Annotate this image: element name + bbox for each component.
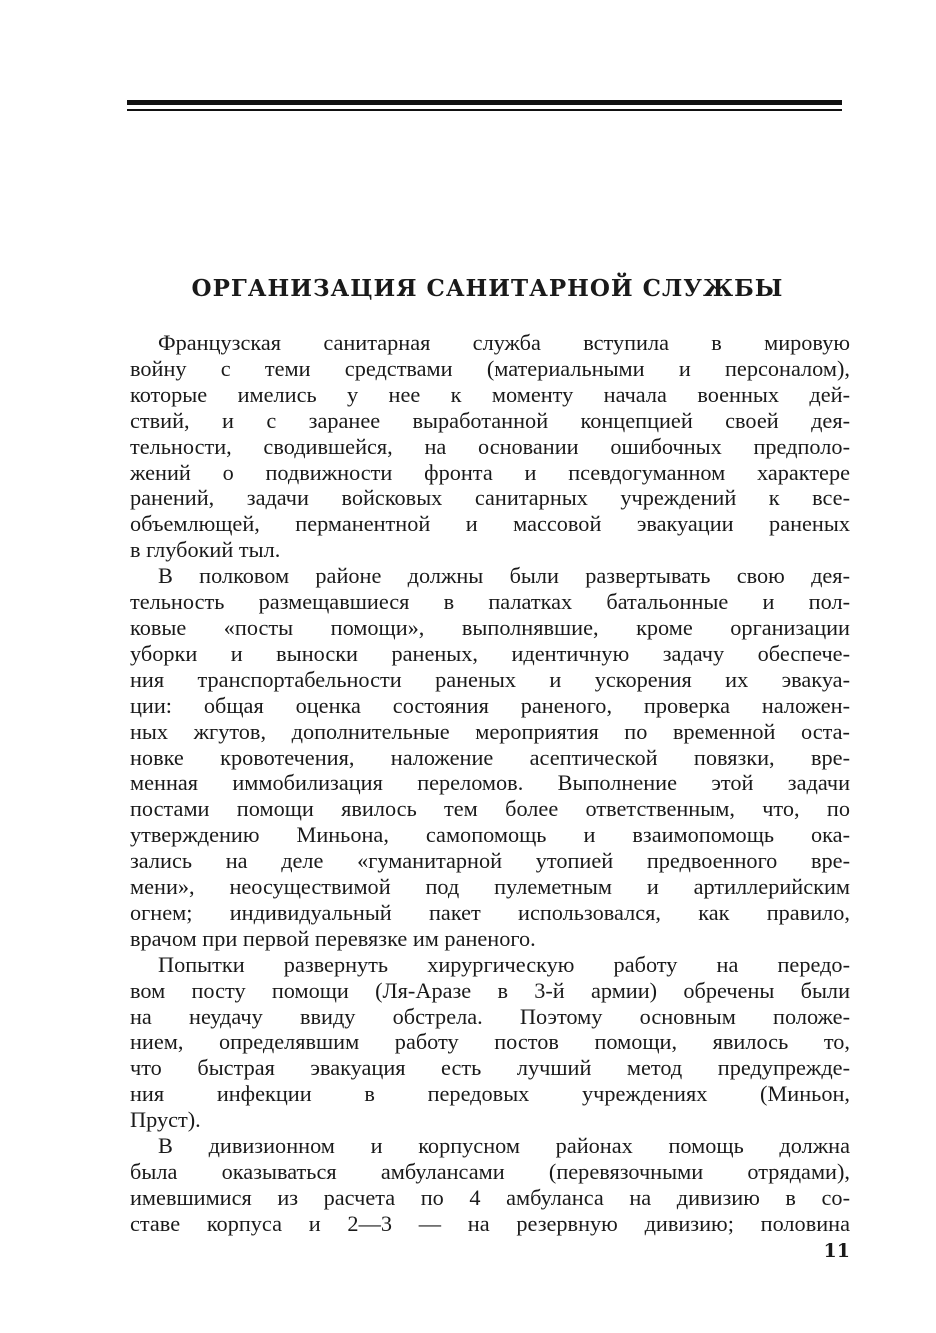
text-line: объемлющей, перманентной и массовой эвакуации раненых: [130, 511, 850, 537]
text-line: ковые «посты помощи», выполнявшие, кроме организации: [130, 614, 850, 640]
paragraph: [130, 952, 850, 1133]
text-line: ствий, и с заранее выработанной концепцией своей дея-: [130, 407, 850, 433]
text-line: В дивизионном и корпусном районах помощь должна: [158, 1133, 850, 1159]
text-line: ции: общая оценка состояния раненого, проверка наложен-: [130, 692, 850, 718]
text-line: что быстрая эвакуация есть лучший метод предупрежде-: [130, 1055, 850, 1081]
text-line: утверждению Миньона, самопомощь и взаимопомощь ока-: [130, 822, 850, 848]
text-line: постами помощи явилось тем более ответственным, что, по: [130, 796, 850, 822]
text-line: зались на деле «гуманитарной утопией предвоенного вре-: [130, 848, 850, 874]
text-line: новке кровотечения, наложение асептической повязки, вре-: [130, 744, 850, 770]
text-line: войну с теми средствами (материальными и персоналом),: [130, 355, 850, 381]
text-line: жений о подвижности фронта и псевдогуманном характере: [130, 459, 850, 485]
text-line: тельности, сводившейся, на основании ошибочных предполо-: [130, 433, 850, 459]
text-line: в глубокий тыл.: [130, 537, 281, 563]
text-line: В полковом районе должны были развертывать свою дея-: [158, 563, 850, 589]
text-line: менная иммобилизация переломов. Выполнение этой задачи: [130, 770, 850, 796]
header-rule-thick: [127, 100, 842, 105]
header-rule-thin: [127, 109, 842, 111]
body-text: [130, 330, 850, 1237]
page-number: 11: [823, 1240, 850, 1262]
text-line: огнем; индивидуальный пакет использовался, как правило,: [130, 899, 850, 925]
text-line: на неудачу ввиду обстрела. Поэтому основным положе-: [130, 1003, 850, 1029]
text-line: уборки и выноски раненых, идентичную задачу обеспече-: [130, 640, 850, 666]
paragraph: [130, 1133, 850, 1237]
text-line: ставе корпуса и 2—3 — на резервную дивизию; половина: [130, 1210, 850, 1236]
text-line: была оказываться амбулансами (перевязочными отрядами),: [130, 1159, 850, 1184]
paragraph: [130, 330, 850, 563]
text-line: Попытки развернуть хирургическую работу на передо-: [158, 951, 850, 977]
paragraph: [130, 563, 850, 952]
text-line: мени», неосуществимой под пулеметным и артиллерийским: [130, 874, 850, 900]
text-line: Пруст).: [130, 1107, 201, 1133]
text-line: которые имелись у нее к моменту начала военных дей-: [130, 381, 850, 407]
text-line: ния инфекции в передовых учреждениях (Миньон,: [130, 1081, 850, 1107]
text-line: вом посту помощи (Ля-Аразе в 3-й армии) обречены были: [130, 977, 850, 1003]
text-line: врачом при первой перевязке им раненого.: [130, 925, 536, 951]
text-line: тельность размещавшиеся в палатках батальонные и пол-: [130, 589, 850, 615]
text-line: ния транспортабельности раненых и ускорения их эвакуа-: [130, 666, 850, 692]
text-line: Французская санитарная служба вступила в мировую: [158, 330, 850, 355]
text-line: ранений, задачи войсковых санитарных учреждений к все-: [130, 485, 850, 511]
text-line: нием, определявшим работу постов помощи, явилось то,: [130, 1029, 850, 1055]
text-line: имевшимися из расчета по 4 амбуланса на дивизию в со-: [130, 1184, 850, 1210]
text-line: ных жгутов, дополнительные мероприятия по временной оста-: [130, 718, 850, 744]
chapter-title: ОРГАНИЗАЦИЯ САНИТАРНОЙ СЛУЖБЫ: [191, 275, 784, 302]
